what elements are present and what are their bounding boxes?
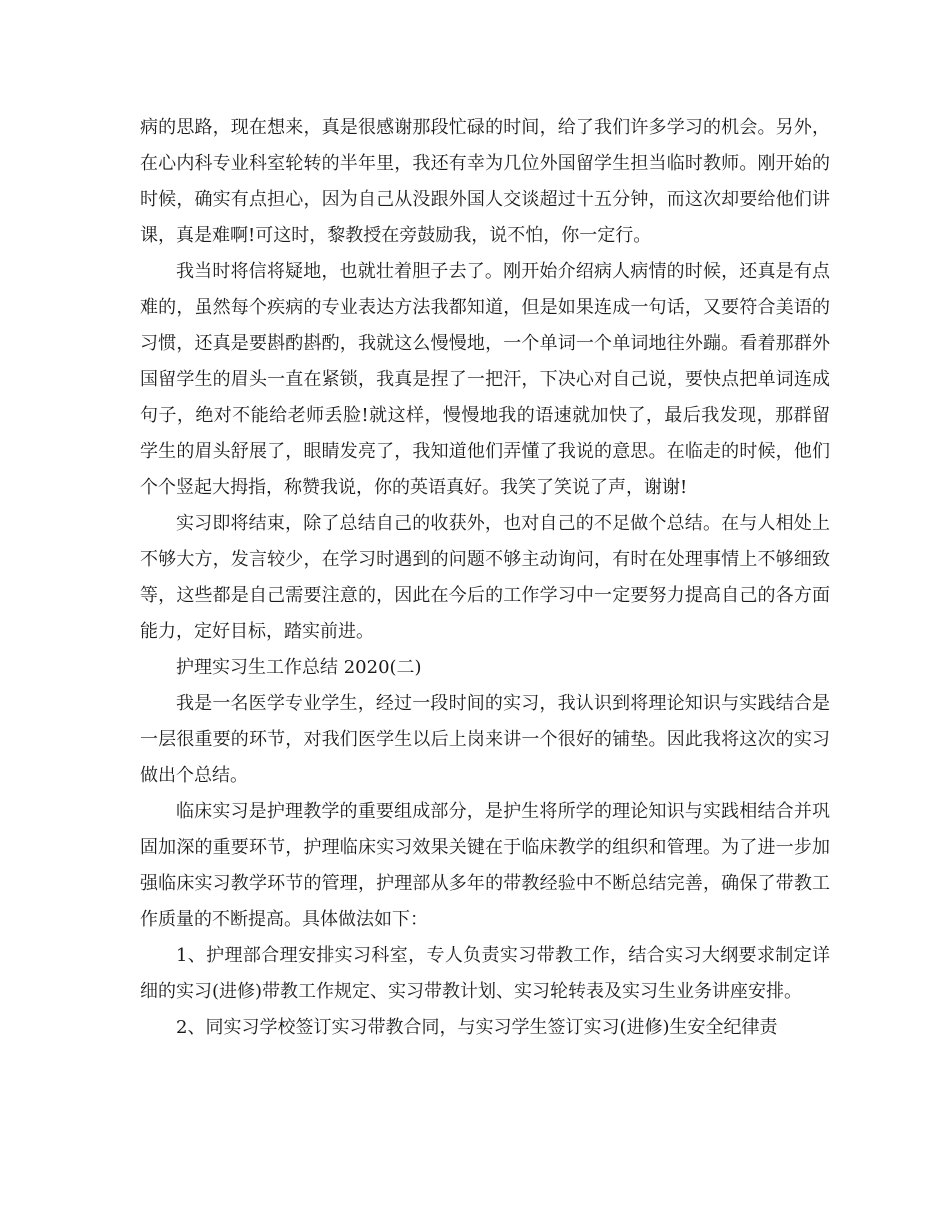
section-heading: 护理实习生工作总结 2020(二) — [176, 657, 422, 678]
body-paragraph-3: 实习即将结束，除了总结自己的收获外，也对自己的不足做个总结。在与人相处上不够大方，发言较少，在学习时遇到的问题不够主动询问，有时在处理事情上不够细致等，这些都是自己需要注意的，因此在今后的工作学习中一定要努力提高自己的各方面能力，定好目标，踏实前进。 — [140, 513, 830, 642]
list-item-1: 1、护理部合理安排实习科室，专人负责实习带教工作，结合实习大纲要求制定详细的实习(进修)带教工作规定、实习带教计划、实习轮转表及实习生业务讲座安排。 — [140, 945, 830, 1002]
body-paragraph-2: 我当时将信将疑地，也就壮着胆子去了。刚开始介绍病人病情的时候，还真是有点难的，虽然每个疾病的专业表达方法我都知道，但是如果连成一句话，又要符合美语的习惯，还真是要斟酌斟酌，我就这么慢慢地，一个单词一个单词地往外蹦。看着那群外国留学生的眉头一直在紧锁，我真是捏了一把汗，下决心对自己说，要快点把单词连成句子，绝对不能给老师丢脸!就这样，慢慢地我的语速就加快了，最后我发现，那群留学生的眉头舒展了，眼睛发亮了，我知道他们弄懂了我说的意思。在临走的时候，他们个个竖起大拇指，称赞我说，你的英语真好。我笑了笑说了声，谢谢! — [140, 261, 830, 498]
document-page — [140, 110, 830, 1046]
body-paragraph-1: 病的思路，现在想来，真是很感谢那段忙碌的时间，给了我们许多学习的机会。另外，在心内科专业科室轮转的半年里，我还有幸为几位外国留学生担当临时教师。刚开始的时候，确实有点担心，因为自己从没跟外国人交谈超过十五分钟，而这次却要给他们讲课，真是难啊!可这时，黎教授在旁鼓励我，说不怕，你一定行。 — [140, 117, 830, 246]
list-item-2: 2、同实习学校签订实习带教合同，与实习学生签订实习(进修)生安全纪律责 — [176, 1017, 778, 1038]
body-paragraph-4: 我是一名医学专业学生，经过一段时间的实习，我认识到将理论知识与实践结合是一层很重要的环节，对我们医学生以后上岗来讲一个很好的铺垫。因此我将这次的实习做出个总结。 — [140, 693, 830, 786]
body-paragraph-5: 临床实习是护理教学的重要组成部分，是护生将所学的理论知识与实践相结合并巩固加深的重要环节，护理临床实习效果关键在于临床教学的组织和管理。为了进一步加强临床实习教学环节的管理，护理部从多年的带教经验中不断总结完善，确保了带教工作质量的不断提高。具体做法如下： — [140, 801, 830, 930]
